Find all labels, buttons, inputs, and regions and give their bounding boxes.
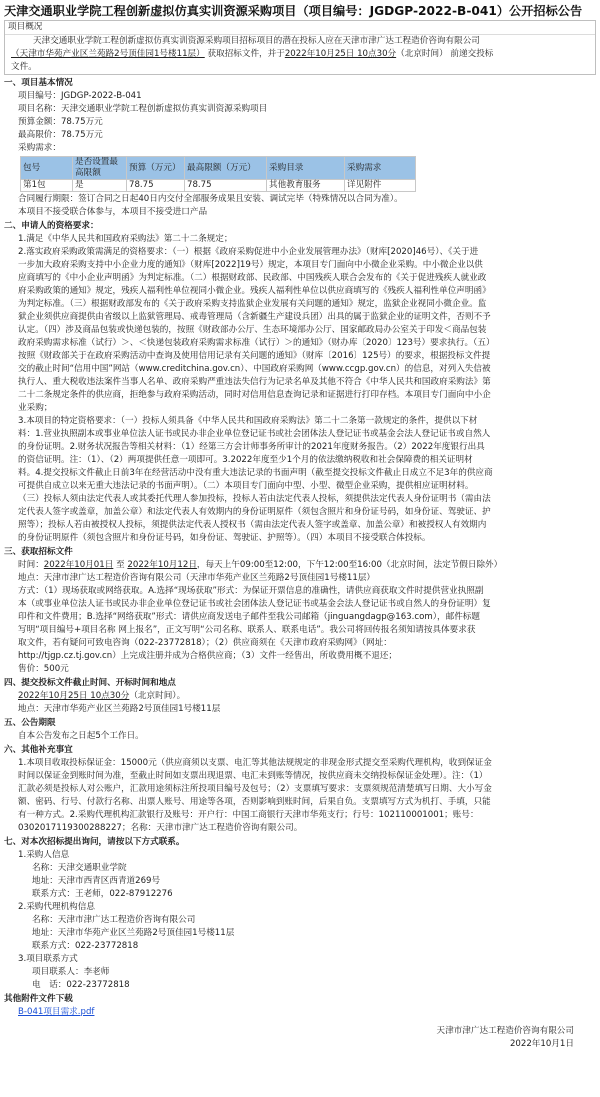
text-line: 时间以保证金到账时间为准，至截止时间如支票出现退票、电汇未到账等情况，按供应商未交纳投标保证金处理）。注：（1） xyxy=(18,771,488,781)
budget-amount: 预算金额：78.75万元 xyxy=(18,117,103,127)
submission-deadline xyxy=(18,690,596,703)
text-line: 府采购政策的通知》规定，残疾人福利性单位视同小微企业。残疾人福利性单位以供应商填写的《残疾人福利性单位声明函》 xyxy=(18,286,491,296)
text-line: 的资信证明。注：（1）、（2）两项提供任意一项即可。3.2022年度至少1个月的依法缴纳税收和社会保障费的相关证明材 xyxy=(18,455,473,465)
section-4-heading: 四、提交投标文件截止时间、开标时间和地点 xyxy=(4,678,176,688)
text-line: 0302017119300288227；名称：天津市津广达工程造价咨询有限公司。 xyxy=(18,823,303,833)
text-line: 按照《财政部关于在政府采购活动中查询及使用信用记录有关问题的通知》（财库〔2016〕125号）的要求，根据投标文件提 xyxy=(18,351,491,361)
section-2-heading: 二、申请人的资格要求： xyxy=(4,221,99,231)
section-3-heading: 三、获取招标文件 xyxy=(4,547,73,557)
text-line: 一步加大政府采购支持中小企业力度的通知》（财库[2022]19号）规定，本项目专门面向中小微企业采购。中小微企业以供 xyxy=(18,260,483,270)
document-price: 售价：500元 xyxy=(18,664,69,674)
table-cell: 详见附件 xyxy=(345,180,416,192)
section-4-body xyxy=(4,690,596,716)
table-header-cell: 是否设置最高限额 xyxy=(73,157,127,180)
text-line: 狱企业须供应商提供由省级以上监狱管理局、戒毒管理局（含新疆生产建设兵团）出具的属于监狱企业的证明文件，否则不予 xyxy=(18,312,491,322)
text-line: 的身份证明原件（须包含照片和身份证号码，如身份证、驾驶证、护照等）。（四）本项目不接受联合体投标。 xyxy=(18,533,431,543)
text-line: 交的截止时间“信用中国”网站（www.creditchina.gov.cn）、中国政府采购网（www.ccgp.gov.cn）的信息，对列入失信被 xyxy=(18,364,491,374)
table-header-cell: 预算（万元） xyxy=(127,157,185,180)
max-price: 最高限价：78.75万元 xyxy=(18,130,103,140)
page-title: 天津交通职业学院工程创新虚拟仿真实训资源采购项目（项目编号：JGDGP-2022-B-041）公开招标公告 xyxy=(4,4,583,18)
table-header-row xyxy=(21,157,416,180)
section-1-heading: 一、项目基本情况 xyxy=(4,78,73,88)
text-line: 政府采购需求标准（试行）＞、＜快递包装政府采购需求标准（试行）＞的通知》（财办库〔2020〕123号）要求执行。（五） xyxy=(18,338,495,348)
section-7-heading: 七、对本次招标提出询问，请按以下方式联系。 xyxy=(4,837,185,847)
purchaser-contact: 联系方式：王老师，022-87912276 xyxy=(32,889,173,899)
table-row xyxy=(21,180,416,192)
text-line: 的身份证明。2.财务状况报告等相关材料：（1）经第三方会计师事务所审计的2021年度财务报告。（2）2022年度银行出具 xyxy=(18,442,485,452)
text-line: 认定。（四）涉及商品包装或快递包装的，按照《财政部办公厅、生态环境部办公厅、国家邮政局办公室关于印发＜商品包装 xyxy=(18,325,487,335)
text-part: ，每天上午09:00至12:00，下午12:00至16:00（北京时间，法定节假日除外） xyxy=(196,560,503,570)
document-place: 地点：天津市津广达工程造价咨询有限公司（天津市华苑产业区兰苑路2号顶佳园1号楼11层） xyxy=(18,573,376,583)
text-line: 1.本项目收取投标保证金：15000元（供应商须以支票、电汇等其他法规规定的非现金形式提交至采购代理机构，收到保证金 xyxy=(18,758,492,768)
text-line: 可提供自成立以来无重大违法记录的书面声明）。（二）本项目专门面向中型、小型、微型企业采购，提供相应证明材料。 xyxy=(18,481,474,491)
text-line: 应商填写的《中小企业声明函》为判定标准。（二）根据财政部、民政部、中国残疾人联合会发布的《关于促进残疾人就业政 xyxy=(18,273,487,283)
opening-place: 地点：天津市华苑产业区兰苑路2号顶佳园1号楼11层 xyxy=(18,704,221,714)
purchaser-heading: 1.采购人信息 xyxy=(18,850,70,860)
table-header-cell: 最高限额（万元） xyxy=(185,157,267,180)
attachment-link[interactable]: B-041项目需求.pdf xyxy=(18,1007,95,1017)
package-table xyxy=(20,156,416,192)
section-1-footer xyxy=(4,193,596,219)
agency-address: （天津市华苑产业区兰苑路2号顶佳园1号楼11层） xyxy=(11,49,205,59)
overview-line: 天津交通职业学院工程创新虚拟仿真实训资源采购项目招标项目的潜在投标人应在天津市津广达工程造价咨询有限公司 xyxy=(33,36,480,46)
text-line: 执行人、重大税收违法案件当事人名单、政府采购严重违法失信行为记录名单及其他不符合《中华人民共和国政府采购法》第 xyxy=(18,377,491,387)
project-contact-heading: 3.项目联系方式 xyxy=(18,954,78,964)
section-3-body xyxy=(4,559,596,676)
text-line: 定代表人签字或盖章，加盖公章）和法定代表人有效期内的身份证明原件（须包含照片和身份证号码，如身份证、驾驶证、护 xyxy=(18,507,491,517)
text-line: http://tjgp.cz.tj.gov.cn）上完成注册并成为合格供应商；（3）文件一经售出，所收费用概不退还； xyxy=(18,651,397,661)
project-contact-phone: 电 话：022-23772818 xyxy=(32,980,130,990)
signature-block xyxy=(4,1025,596,1051)
table-cell: 第1包 xyxy=(21,180,73,192)
text-line: 照等）；投标人若由被授权人投标，须提供法定代表人授权书（需由法定代表人签字或盖章、加盖公章）和被授权人有效期内 xyxy=(18,520,487,530)
text-line: 额、密码、行号、付款行名称、出票人账号、用途等各项，否则影响到账时间，后果自负。支票填写方式为机打、手填，只能 xyxy=(18,797,491,807)
text-line: 方式：（1）现场获取或网络获取。A.选择“现场获取”形式：为保证开票信息的准确性，请供应商获取文件时提供营业执照副 xyxy=(18,586,484,596)
agency-heading: 2.采购代理机构信息 xyxy=(18,902,95,912)
qualification-1: 1.满足《中华人民共和国政府采购法》第二十二条规定； xyxy=(18,234,233,244)
text-line: 2.落实政府采购政策需满足的资格要求：（一）根据《政府采购促进中小企业发展管理办法》（财库[2020]46号）、《关于进 xyxy=(18,247,479,257)
section-5-body xyxy=(4,730,596,743)
table-header-cell: 采购需求 xyxy=(345,157,416,180)
purchaser-name: 名称：天津交通职业学院 xyxy=(32,863,127,873)
agency-name: 名称：天津市津广达工程造价咨询有限公司 xyxy=(32,915,196,925)
text-line: 印件和文件费用；B.选择“网络获取”形式：请供应商发送电子邮件至我公司邮箱（jinguangdagp@163.com），邮件标题 xyxy=(18,612,480,622)
project-code: 项目编号：JGDGP-2022-B-041 xyxy=(18,91,142,101)
consortium-note: 本项目不接受联合体参与，本项目不接受进口产品 xyxy=(18,207,208,217)
contract-period: 合同履行期限：签订合同之日起40日内交付全部服务成果且安装、调试完毕（特殊情况以合同为准）。 xyxy=(18,194,403,204)
text-line: 为判定标准。（三）根据财政部发布的《关于政府采购支持监狱企业发展有关问题的通知》规定，监狱企业视同小微企业。监 xyxy=(18,299,487,309)
agency-address-line: 地址：天津市华苑产业区兰苑路2号顶佳园1号楼11层 xyxy=(32,928,235,938)
text-line: 取文件，若有疑问可致电咨询（022-23772818）；（2）供应商须在《天津市政府采购网》（网址： xyxy=(18,638,392,648)
section-5-heading: 五、公告期限 xyxy=(4,718,56,728)
announcement-period: 自本公告发布之日起5个工作日。 xyxy=(18,731,144,741)
overview-text xyxy=(5,35,595,74)
table-cell: 是 xyxy=(73,180,127,192)
table-cell: 78.75 xyxy=(185,180,267,192)
text-part: 至 xyxy=(113,560,128,570)
text-line: 业采购； xyxy=(18,403,53,413)
overview-text-part: 获取招标文件，并于 xyxy=(204,49,285,59)
overview-label: 项目概况 xyxy=(5,21,595,35)
text-line: （三）投标人须由法定代表人或其委托代理人参加投标，投标人若由法定代表人投标，须提供法定代表人身份证明书（需由法 xyxy=(18,494,491,504)
signature-date: 2022年10月1日 xyxy=(509,1039,574,1049)
qualification-3 xyxy=(18,415,596,545)
deadline-time: 2022年10月25日 10点30分 xyxy=(18,691,130,701)
section-1-body xyxy=(4,90,596,155)
text-line: 有一种方式。2.采购代理机构汇款银行及账号：开户行：中国工商银行天津市华苑支行；行号：102110001001；账号： xyxy=(18,810,479,820)
text-line: 料。4.提交投标文件截止日前3年在经营活动中没有重大违法记录的书面声明（截至提交投标文件截止日成立不足3年的供应商 xyxy=(18,468,493,478)
procurement-needs-label: 采购需求： xyxy=(18,143,61,153)
text-part: 时间： xyxy=(18,560,44,570)
document-period xyxy=(18,559,596,572)
section-6-heading: 六、其他补充事宜 xyxy=(4,745,73,755)
section-7-body xyxy=(4,849,596,992)
table-header-cell: 采购目录 xyxy=(267,157,345,180)
text-part: （北京时间）。 xyxy=(129,691,186,701)
project-contact-person: 项目联系人：李老师 xyxy=(32,967,110,977)
start-date: 2022年10月01日 xyxy=(43,560,114,570)
attachments-heading: 其他附件文件下载 xyxy=(4,994,73,1004)
project-overview-box xyxy=(4,20,596,75)
table-cell: 78.75 xyxy=(127,180,185,192)
attachments-body xyxy=(4,1006,596,1019)
text-line: 本（或事业单位法人证书或民办非企业单位登记证书或社会团体法人登记证书或基金会法人登记证书或自然人的身份证明）复 xyxy=(18,599,491,609)
purchaser-address: 地址：天津市西青区西青道269号 xyxy=(32,876,161,886)
end-date: 2022年10月12日 xyxy=(127,560,197,570)
text-line: 写明“项目编号+项目名称 网上报名”，正文写明“公司名称、联系人、联系电话”。我公司将回传报名须知请按具体要求获 xyxy=(18,625,476,635)
bid-deadline: 2022年10月25日 10点30分 xyxy=(284,49,397,59)
signature-org: 天津市津广达工程造价咨询有限公司 xyxy=(436,1026,574,1036)
agency-contact: 联系方式：022-23772818 xyxy=(32,941,139,951)
overview-text-part: （北京时间） 前递交投标 xyxy=(396,49,494,59)
text-line: 汇款必须是投标人对公账户，汇款用途须标注所投项目编号及包号；（2）支票填写要求：支票须规范清楚填写日期、大小写金 xyxy=(18,784,492,794)
text-line: 二十二条规定条件的供应商，拒绝参与政府采购活动，同时对信用信息查询记录和证据进行打印存档。本项目专门面向中小企 xyxy=(18,390,491,400)
text-line: 3.本项目的特定资格要求：（一）投标人须具备《中华人民共和国政府采购法》第二十二条第一款规定的条件，提供以下材 xyxy=(18,416,478,426)
table-cell: 其他教育服务 xyxy=(267,180,345,192)
section-2-body xyxy=(4,233,596,545)
overview-line: 文件。 xyxy=(11,62,37,72)
section-6-body xyxy=(4,757,596,835)
text-line: 料：1.营业执照副本或事业单位法人证书或民办非企业单位登记证书或社会团体法人登记证书或基金会法人登记证书或自然人 xyxy=(18,429,491,439)
project-name: 项目名称：天津交通职业学院工程创新虚拟仿真实训资源采购项目 xyxy=(18,104,268,114)
table-header-cell: 包号 xyxy=(21,157,73,180)
qualification-2 xyxy=(18,246,596,415)
